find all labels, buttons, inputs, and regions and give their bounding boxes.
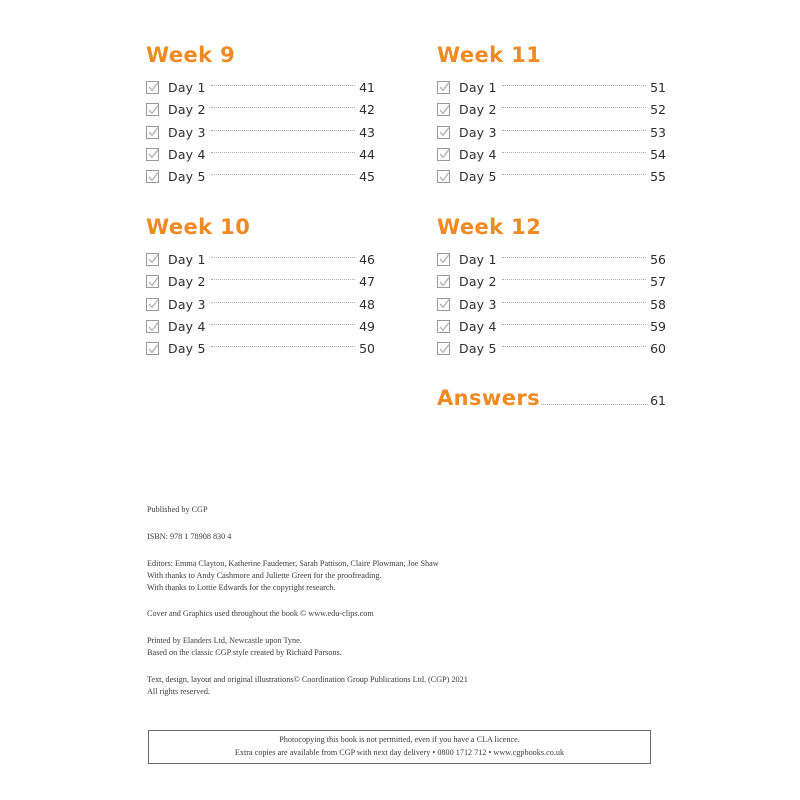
page-number: 57	[650, 274, 666, 290]
checkbox-icon[interactable]	[146, 81, 159, 94]
copyright-research-thanks-line: With thanks to Lottie Edwards for the copyright research.	[147, 582, 336, 592]
day-label: Day 2	[168, 274, 206, 290]
dotted-leader	[502, 174, 646, 175]
week-title: Week 9	[146, 43, 236, 67]
week-block-10	[146, 216, 375, 360]
credits-group	[147, 558, 627, 594]
dotted-leader	[211, 302, 355, 303]
checkbox-icon[interactable]	[437, 275, 450, 288]
dotted-leader	[502, 107, 646, 108]
dotted-leader	[541, 404, 648, 405]
day-row[interactable]	[437, 271, 666, 293]
checkbox-icon[interactable]	[437, 320, 450, 333]
publisher-group	[147, 504, 627, 516]
page-number: 42	[359, 102, 375, 118]
page-number: 45	[359, 169, 375, 185]
dotted-leader	[211, 130, 355, 131]
checkbox-icon[interactable]	[437, 81, 450, 94]
week-block-11	[437, 44, 666, 188]
checkbox-icon[interactable]	[146, 275, 159, 288]
dotted-leader	[211, 346, 355, 347]
printing-group	[147, 635, 627, 659]
day-row[interactable]	[437, 248, 666, 270]
page-number: 54	[650, 146, 666, 162]
copyright-group	[147, 674, 627, 698]
dotted-leader	[211, 324, 355, 325]
checkbox-icon[interactable]	[437, 148, 450, 161]
printed-by-line: Printed by Elanders Ltd, Newcastle upon Tyne.	[147, 636, 302, 646]
notice-line-1: Photocopying this book is not permitted, even if you have a CLA licence.	[279, 735, 520, 745]
checkbox-icon[interactable]	[146, 103, 159, 116]
answers-block	[437, 388, 666, 409]
day-row[interactable]	[437, 315, 666, 337]
day-row[interactable]	[437, 293, 666, 315]
day-label: Day 3	[168, 124, 206, 140]
checkbox-icon[interactable]	[437, 342, 450, 355]
day-row[interactable]	[146, 271, 375, 293]
answers-row[interactable]	[437, 388, 666, 409]
copyright-line: Text, design, layout and original illustrations© Coordination Group Publications Ltd. (CGP) 2021	[147, 675, 468, 685]
day-label: Day 2	[459, 102, 497, 118]
dotted-leader	[211, 152, 355, 153]
page-number: 44	[359, 146, 375, 162]
checkbox-icon[interactable]	[146, 126, 159, 139]
day-row[interactable]	[437, 121, 666, 143]
cover-graphics-line: Cover and Graphics used throughout the book © www.edu-clips.com	[147, 609, 374, 619]
checkbox-icon[interactable]	[437, 103, 450, 116]
page-number: 46	[359, 251, 375, 267]
page-number: 49	[359, 319, 375, 334]
day-label: Day 4	[168, 146, 206, 162]
checkbox-icon[interactable]	[146, 170, 159, 183]
imprint-block	[147, 504, 627, 712]
checkbox-icon[interactable]	[437, 253, 450, 266]
day-row[interactable]	[437, 143, 666, 165]
day-label: Day 4	[459, 146, 497, 162]
day-label: Day 5	[168, 169, 206, 185]
page-number: 52	[650, 102, 666, 118]
dotted-leader	[502, 130, 646, 131]
dotted-leader	[502, 152, 646, 153]
contents-column-left	[146, 44, 375, 409]
day-label: Day 1	[168, 251, 206, 267]
page-number: 58	[650, 296, 666, 312]
page-number: 48	[359, 296, 375, 312]
day-label: Day 4	[459, 319, 497, 334]
dotted-leader	[211, 107, 355, 108]
checkbox-icon[interactable]	[146, 342, 159, 355]
published-by-line: Published by CGP	[147, 505, 208, 514]
checkbox-icon[interactable]	[146, 320, 159, 333]
isbn-line: ISBN: 978 1 78908 830 4	[147, 531, 232, 541]
day-label: Day 1	[459, 79, 497, 95]
dotted-leader	[502, 324, 646, 325]
page-number: 53	[650, 124, 666, 140]
contents-column-right	[437, 44, 666, 409]
page-number: 41	[359, 79, 375, 95]
day-label: Day 5	[459, 341, 497, 357]
day-label: Day 3	[459, 296, 497, 312]
checkbox-icon[interactable]	[146, 253, 159, 266]
checkbox-icon[interactable]	[146, 298, 159, 311]
page-number: 56	[650, 251, 666, 267]
dotted-leader	[211, 85, 355, 86]
day-row[interactable]	[146, 98, 375, 120]
week-title: Week 10	[146, 215, 251, 240]
page-number: 43	[359, 124, 375, 140]
dotted-leader	[502, 279, 646, 280]
page-number: 55	[650, 169, 666, 185]
day-row[interactable]	[437, 76, 666, 98]
week-title: Week 12	[437, 215, 542, 240]
day-row[interactable]	[437, 166, 666, 188]
dotted-leader	[211, 279, 355, 280]
page-number: 60	[650, 341, 666, 357]
week-block-12	[437, 216, 666, 360]
day-row[interactable]	[437, 98, 666, 120]
page-number: 47	[359, 274, 375, 290]
day-label: Day 1	[459, 251, 497, 267]
page-number: 59	[650, 319, 666, 334]
dotted-leader	[502, 302, 646, 303]
cover-graphics-group	[147, 608, 627, 620]
day-row[interactable]	[146, 166, 375, 188]
week-title: Week 11	[437, 43, 542, 67]
checkbox-icon[interactable]	[437, 126, 450, 139]
day-row[interactable]	[146, 121, 375, 143]
day-row[interactable]	[146, 143, 375, 165]
dotted-leader	[502, 257, 646, 258]
dotted-leader	[502, 346, 646, 347]
day-label: Day 4	[168, 319, 206, 334]
page-number: 61	[650, 393, 666, 409]
day-row[interactable]	[437, 338, 666, 360]
day-row[interactable]	[146, 293, 375, 315]
day-label: Day 3	[168, 296, 206, 312]
week-block-9	[146, 44, 375, 188]
day-row[interactable]	[146, 76, 375, 98]
page-number: 51	[650, 79, 666, 95]
checkbox-icon[interactable]	[146, 148, 159, 161]
editors-line: Editors: Emma Clayton, Katherine Faudemer, Sarah Pattison, Claire Plowman, Joe Shaw	[147, 558, 439, 568]
checkbox-icon[interactable]	[437, 298, 450, 311]
day-row[interactable]	[146, 248, 375, 270]
day-label: Day 2	[168, 102, 206, 118]
notice-line-2: Extra copies are available from CGP with next day delivery • 0800 1712 712 • www.cgpbooks.co.uk	[234, 748, 565, 757]
dotted-leader	[502, 85, 646, 86]
page-number: 50	[359, 341, 375, 357]
photocopying-notice-box	[148, 730, 651, 764]
proofreading-thanks-line: With thanks to Andy Cashmore and Juliette Green for the proofreading.	[147, 570, 382, 580]
day-label: Day 1	[168, 79, 206, 95]
isbn-group	[147, 531, 627, 543]
dotted-leader	[211, 257, 355, 258]
day-label: Day 2	[459, 274, 497, 290]
day-row[interactable]	[146, 315, 375, 337]
checkbox-icon[interactable]	[437, 170, 450, 183]
contents-list	[146, 44, 666, 409]
classic-style-line: Based on the classic CGP style created by Richard Parsons.	[147, 648, 342, 658]
day-row[interactable]	[146, 338, 375, 360]
day-label: Day 5	[168, 341, 206, 357]
dotted-leader	[211, 174, 355, 175]
rights-reserved-line: All rights reserved.	[147, 687, 210, 697]
day-label: Day 3	[459, 124, 497, 140]
answers-label: Answers	[437, 386, 541, 411]
day-label: Day 5	[459, 169, 497, 185]
